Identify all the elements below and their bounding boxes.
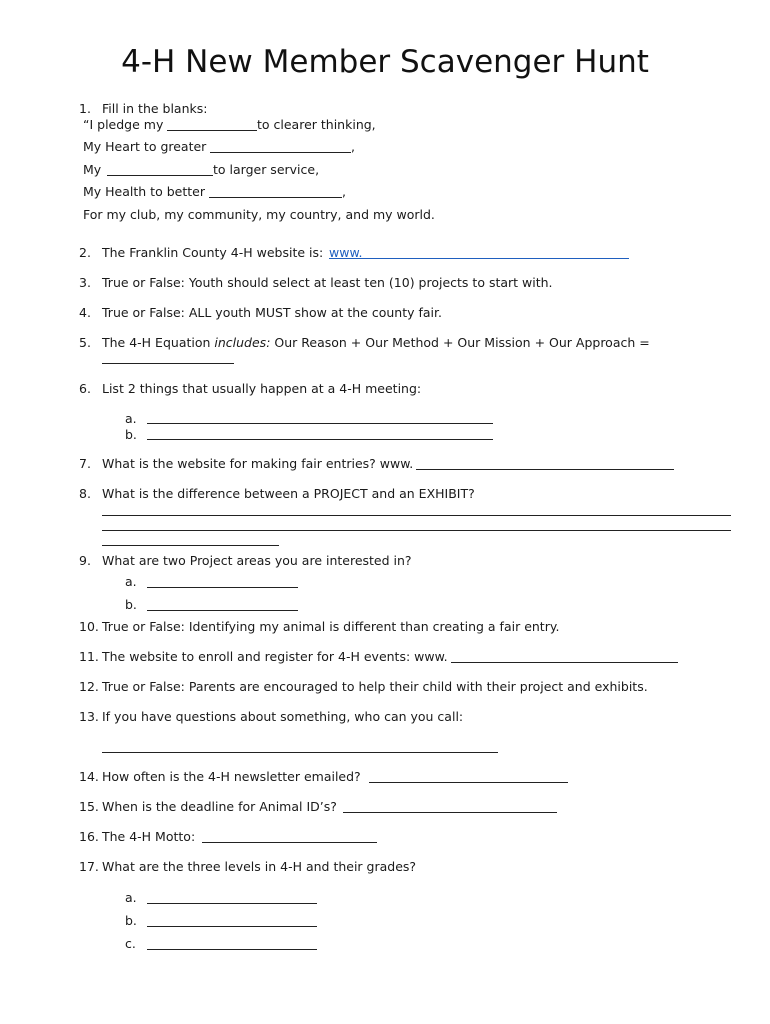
pledge-line-1-post: to clearer thinking,	[257, 117, 376, 132]
item-9-sub-b-label: b.	[125, 597, 137, 612]
item-4-text: True or False: ALL youth MUST show at the county fair.	[102, 305, 442, 320]
item-11-number: 11.	[79, 649, 99, 664]
item-6-number: 6.	[79, 381, 91, 396]
item-7-number: 7.	[79, 456, 91, 471]
item-9-sub-a-line[interactable]	[147, 587, 298, 588]
item-14-text: How often is the 4-H newsletter emailed?	[102, 769, 361, 784]
item-15-number: 15.	[79, 799, 99, 814]
item-13-answer-line[interactable]	[102, 752, 498, 753]
item-1-number: 1.	[79, 101, 91, 116]
item-2-link[interactable]: www.	[329, 245, 363, 260]
item-9-text: What are two Project areas you are interested in?	[102, 553, 412, 568]
item-15-answer-line[interactable]	[343, 812, 557, 813]
item-2-number: 2.	[79, 245, 91, 260]
item-16-number: 16.	[79, 829, 99, 844]
item-17-sub-c-label: c.	[125, 936, 136, 951]
item-6-sub-a-line[interactable]	[147, 423, 493, 424]
item-8-number: 8.	[79, 486, 91, 501]
page-title: 4-H New Member Scavenger Hunt	[121, 44, 649, 80]
item-16-answer-line[interactable]	[202, 842, 377, 843]
item-5-number: 5.	[79, 335, 91, 350]
item-13-text: If you have questions about something, who can you call:	[102, 709, 464, 724]
item-10-text: True or False: Identifying my animal is different than creating a fair entry.	[102, 619, 560, 634]
pledge-blank-2[interactable]	[210, 152, 351, 153]
item-8-text: What is the difference between a PROJECT and an EXHIBIT?	[102, 486, 475, 501]
pledge-line-2-pre: My Heart to greater	[83, 139, 207, 154]
item-7-answer-line[interactable]	[416, 469, 674, 470]
item-14-number: 14.	[79, 769, 99, 784]
item-13-number: 13.	[79, 709, 99, 724]
item-5-text-post: Our Reason + Our Method + Our Mission + Our Approach =	[270, 335, 650, 350]
item-5-text	[102, 335, 650, 350]
item-3-number: 3.	[79, 275, 91, 290]
pledge-line-2-post: ,	[351, 139, 355, 154]
item-5-text-em: includes:	[214, 335, 271, 350]
item-5-text-pre: The 4-H Equation	[102, 335, 215, 350]
item-16-text: The 4-H Motto:	[102, 829, 196, 844]
item-12-number: 12.	[79, 679, 99, 694]
item-8-answer-line-1[interactable]	[102, 515, 731, 516]
item-4-number: 4.	[79, 305, 91, 320]
item-6-text: List 2 things that usually happen at a 4-H meeting:	[102, 381, 422, 396]
item-17-sub-b-label: b.	[125, 913, 137, 928]
pledge-blank-3[interactable]	[107, 175, 213, 176]
item-8-answer-line-2[interactable]	[102, 530, 731, 531]
item-6-sub-b-label: b.	[125, 427, 137, 442]
pledge-line-1-pre: “I pledge my	[83, 117, 164, 132]
item-12-text: True or False: Parents are encouraged to help their child with their project and exhibits.	[102, 679, 648, 694]
item-11-text: The website to enroll and register for 4-H events: www.	[102, 649, 448, 664]
item-9-sub-a-label: a.	[125, 574, 137, 589]
item-11-answer-line[interactable]	[451, 662, 678, 663]
item-17-text: What are the three levels in 4-H and their grades?	[102, 859, 417, 874]
item-9-sub-b-line[interactable]	[147, 610, 298, 611]
item-8-answer-line-3[interactable]	[102, 545, 279, 546]
item-2-text: The Franklin County 4-H website is:	[102, 245, 324, 260]
item-1-text: Fill in the blanks:	[102, 101, 208, 116]
pledge-line-5: For my club, my community, my country, and my world.	[83, 207, 435, 222]
item-17-sub-a-line[interactable]	[147, 903, 317, 904]
pledge-blank-1[interactable]	[167, 130, 257, 131]
item-6-sub-a-label: a.	[125, 411, 137, 426]
pledge-blank-4[interactable]	[209, 197, 342, 198]
item-17-sub-a-label: a.	[125, 890, 137, 905]
pledge-line-3-post: to larger service,	[213, 162, 320, 177]
item-3-text: True or False: Youth should select at least ten (10) projects to start with.	[102, 275, 553, 290]
pledge-line-4-post: ,	[342, 184, 346, 199]
item-17-sub-b-line[interactable]	[147, 926, 317, 927]
item-15-text: When is the deadline for Animal ID’s?	[102, 799, 337, 814]
item-9-number: 9.	[79, 553, 91, 568]
item-17-sub-c-line[interactable]	[147, 949, 317, 950]
item-10-number: 10.	[79, 619, 99, 634]
item-7-text: What is the website for making fair entries? www.	[102, 456, 414, 471]
item-2-answer-line[interactable]	[329, 258, 629, 259]
item-6-sub-b-line[interactable]	[147, 439, 493, 440]
item-17-number: 17.	[79, 859, 99, 874]
pledge-line-3-pre: My	[83, 162, 102, 177]
item-5-answer-line[interactable]	[102, 363, 234, 364]
item-14-answer-line[interactable]	[369, 782, 568, 783]
pledge-line-4-pre: My Health to better	[83, 184, 205, 199]
